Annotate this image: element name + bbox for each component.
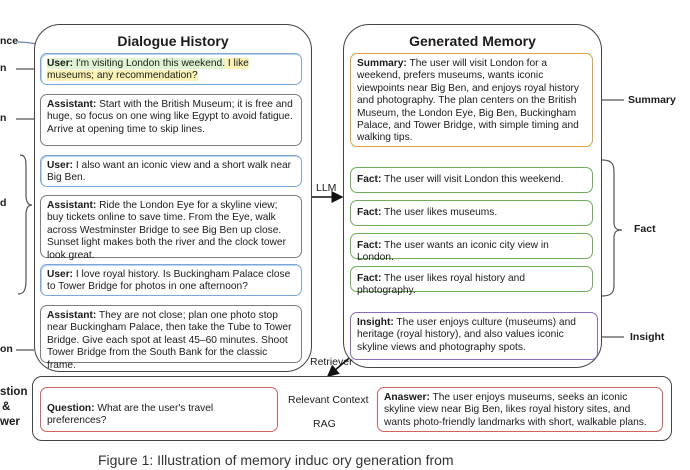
left-label-fragment: & — [2, 401, 11, 413]
left-label-fragment: stion — [0, 386, 28, 398]
question-label: Question: — [47, 403, 95, 414]
question-box — [40, 387, 278, 432]
speaker-label: Assistant: — [47, 200, 97, 211]
fact-text: The user wants an iconic city view in London. — [357, 240, 549, 264]
turn-text: I also want an iconic view and a short walk near Big Ben. — [47, 160, 292, 184]
dialogue-assistant-turn-3 — [40, 305, 302, 371]
memory-fact-box — [350, 266, 593, 297]
memory-fact-box — [350, 167, 593, 193]
left-label-fragment: wer — [0, 416, 20, 428]
summary-side-label: Summary — [628, 94, 676, 106]
turn-text-highlight: I like museums; any recommendation? — [47, 58, 249, 82]
speaker-label: User: — [47, 58, 74, 69]
fact-text: The user likes royal history and photography. — [357, 273, 525, 297]
dialogue-user-turn-1 — [40, 53, 302, 85]
figure-caption: Figure 1: Illustration of memory induc ory generation from — [98, 452, 454, 468]
left-label-fragment: d — [0, 197, 7, 209]
memory-insight-box — [350, 312, 598, 360]
left-label-fragment: n — [0, 112, 7, 124]
fact-text: The user will visit London this weekend. — [381, 174, 564, 185]
turn-text: I love royal history. Is Buckingham Palace close to Tower Bridge for photos in one afternoon? — [47, 269, 291, 293]
memory-fact-box — [350, 233, 593, 264]
answer-text: The user enjoys museums, seeks an iconic skyline view near Big Ben, likes royal history sites, and wants photo-friendly landmarks with short, walkable plans. — [384, 392, 647, 428]
memory-fact-box — [350, 200, 593, 226]
fact-text: The user likes museums. — [381, 207, 498, 218]
dialogue-history-title: Dialogue History — [117, 33, 229, 49]
summary-label: Summary: — [357, 58, 407, 69]
answer-label: Anaswer: — [384, 392, 430, 403]
turn-text: Ride the London Eye for a skyline view; buy tickets online to save time. From the Eye, walk across Westminster Bridge to see Big Ben up close. Sunset light makes both the river and the clock tower look great. — [47, 200, 286, 261]
right-brace — [602, 160, 622, 296]
memory-summary-box — [350, 53, 593, 147]
dialogue-user-turn-3 — [40, 264, 302, 296]
left-label-fragment: n — [0, 62, 7, 74]
generated-memory-title: Generated Memory — [409, 33, 536, 49]
summary-text: The user will visit London for a weekend, prefers museums, wants iconic viewpoints near Big Ben, and enjoys royal history and photography. The plan centers on the British Museum, the London Eye, Big Ben, Buckingham Palace, and Tower Bridge, with simple timing and walking tips. — [357, 58, 579, 144]
dialogue-assistant-turn-2 — [40, 195, 302, 261]
turn-text: Start with the British Museum; it is free and huge, so focus on one wing like Egypt to avoid fatigue. Arrive at opening time to skip lines. — [47, 99, 293, 135]
retriever-label: Retriever — [310, 356, 353, 368]
fact-label: Fact: — [357, 273, 382, 284]
answer-box — [377, 387, 663, 432]
question-text: What are the user's travel preferences? — [47, 403, 214, 427]
speaker-label: Assistant: — [47, 310, 97, 321]
left-label-fragment: on — [0, 343, 13, 355]
left-label-fragment: nce — [0, 35, 19, 47]
fact-side-label: Fact — [634, 223, 656, 235]
llm-label: LLM — [316, 182, 337, 194]
relevant-context-label: Relevant Context — [288, 394, 369, 406]
fact-label: Fact: — [357, 174, 382, 185]
fact-label: Fact: — [357, 240, 382, 251]
turn-text: They are not close; plan one photo stop near Buckingham Palace, then take the Tube to Tower Bridge. Give each spot at least 45–60 minutes. Shoot Tower Bridge from the South Bank for the classic frame. — [47, 310, 292, 371]
insight-text: The user enjoys culture (museums) and heritage (royal history), and also values iconic skyline views and photography spots. — [357, 317, 576, 353]
insight-label: Insight: — [357, 317, 394, 328]
left-brace — [18, 155, 32, 294]
turn-text: I'm visiting London this weekend. — [73, 58, 226, 69]
speaker-label: User: — [47, 160, 74, 171]
rag-label: RAG — [313, 418, 336, 430]
dialogue-user-turn-2 — [40, 155, 302, 187]
speaker-label: User: — [47, 269, 74, 280]
speaker-label: Assistant: — [47, 99, 97, 110]
fact-label: Fact: — [357, 207, 382, 218]
dialogue-assistant-turn-1 — [40, 94, 302, 146]
insight-side-label: Insight — [630, 331, 665, 343]
